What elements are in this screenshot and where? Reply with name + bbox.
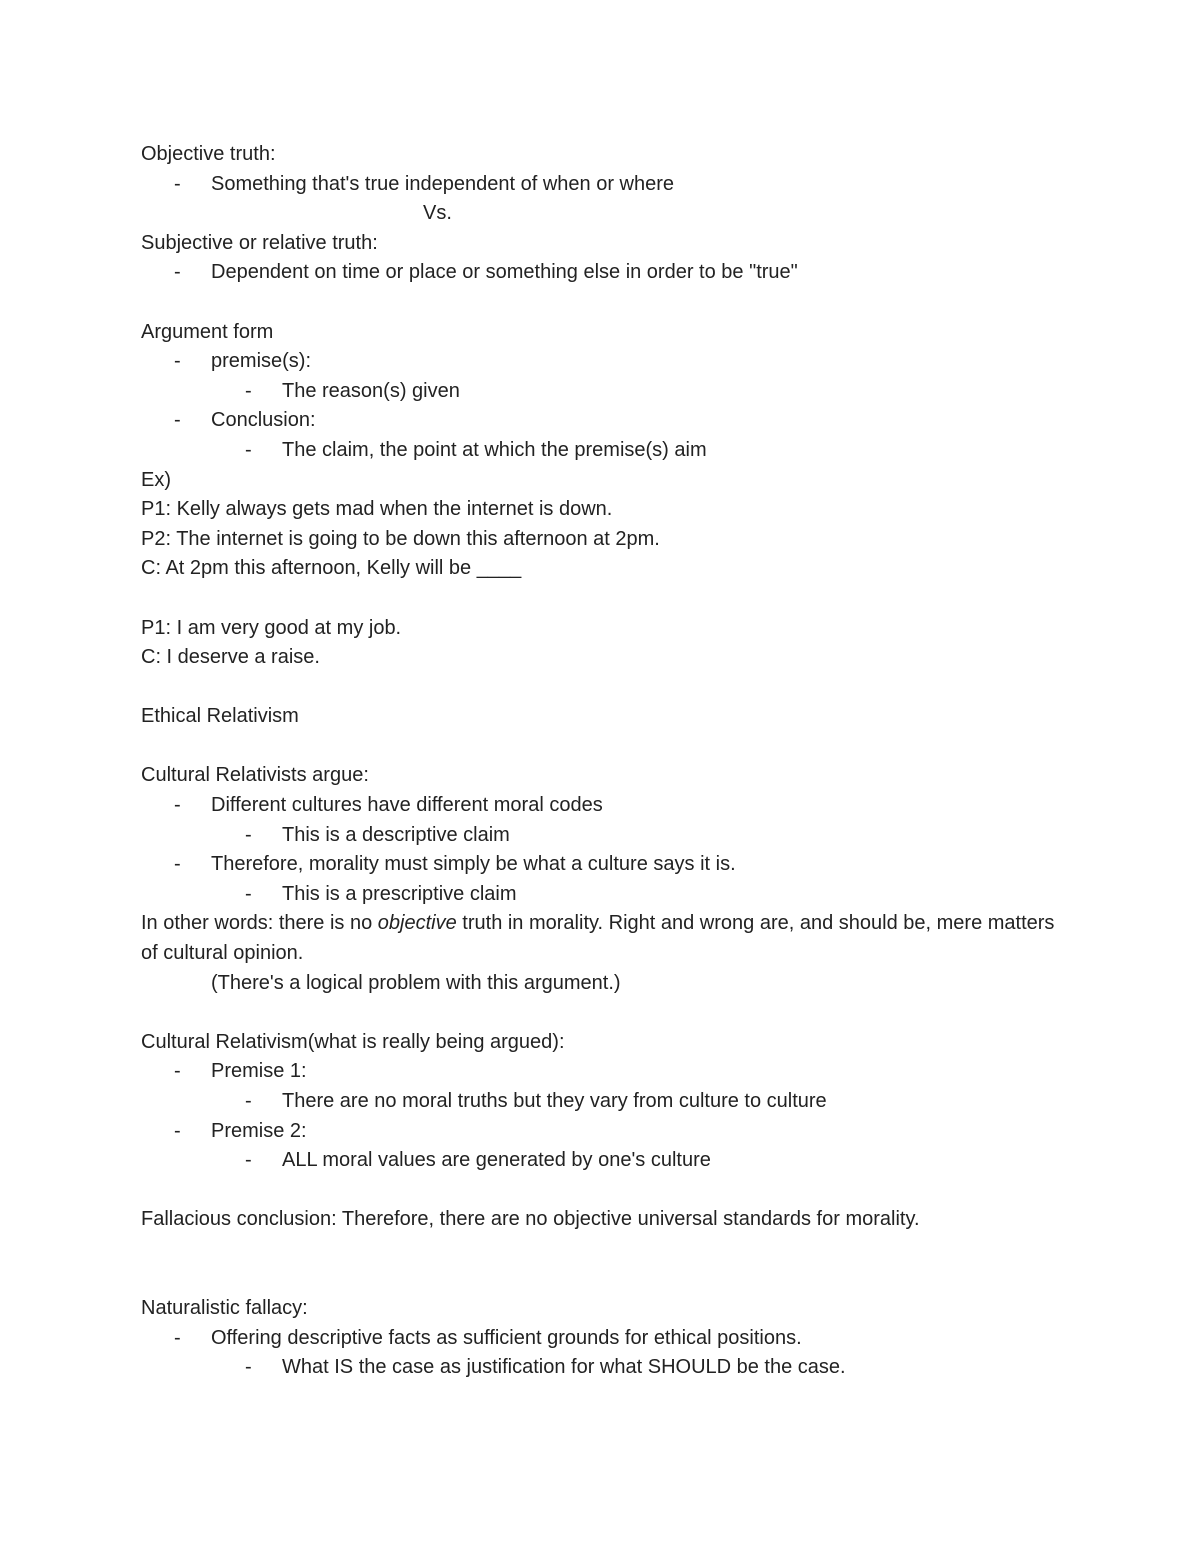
bullet-dash: - xyxy=(174,1060,181,1083)
descriptive-claim-note: This is a descriptive claim xyxy=(282,823,510,846)
bullet-dash: - xyxy=(245,1356,252,1379)
list-item xyxy=(141,1353,1061,1383)
bullet-dash: - xyxy=(245,882,252,905)
list-item xyxy=(141,821,1061,851)
list-item xyxy=(141,1324,1061,1354)
premise2-label: Premise 2: xyxy=(211,1119,307,1142)
example1-premise2: P2: The internet is going to be down this afternoon at 2pm. xyxy=(141,527,660,550)
list-item xyxy=(141,791,1061,821)
list-item xyxy=(141,1117,1061,1147)
bullet-dash: - xyxy=(174,853,181,876)
example2-conclusion: C: I deserve a raise. xyxy=(141,646,320,669)
logical-problem-note: (There's a logical problem with this argument.) xyxy=(211,971,621,994)
conclusion-label: Conclusion: xyxy=(211,409,316,432)
in-other-words-paragraph xyxy=(141,909,1061,968)
versus-label: Vs. xyxy=(423,202,452,225)
spacer xyxy=(141,732,1061,762)
in-other-words-rest: truth in morality. Right and wrong are, and should be, mere matters of cultural opinion. xyxy=(141,912,1055,965)
subjective-truth-heading: Subjective or relative truth: xyxy=(141,231,378,254)
list-item xyxy=(141,880,1061,910)
fallacious-conclusion: Fallacious conclusion: Therefore, there are no objective universal standards for morality. xyxy=(141,1208,920,1231)
premise2-text: ALL moral values are generated by one's culture xyxy=(282,1149,711,1172)
naturalistic-definition: Offering descriptive facts as sufficient grounds for ethical positions. xyxy=(211,1326,802,1349)
bullet-dash: - xyxy=(245,379,252,402)
cultural-claim-2: Therefore, morality must simply be what a culture says it is. xyxy=(211,853,736,876)
cultural-relativists-heading: Cultural Relativists argue: xyxy=(141,764,369,787)
bullet-dash: - xyxy=(174,794,181,817)
example-label: Ex) xyxy=(141,468,171,491)
list-item xyxy=(141,258,1061,288)
bullet-dash: - xyxy=(174,261,181,284)
spacer xyxy=(141,1176,1061,1206)
list-item xyxy=(141,850,1061,880)
bullet-dash: - xyxy=(174,1119,181,1142)
cultural-claim-1: Different cultures have different moral codes xyxy=(211,794,603,817)
conclusion-description: The claim, the point at which the premise(s) aim xyxy=(282,438,707,461)
prescriptive-claim-note: This is a prescriptive claim xyxy=(282,882,517,905)
spacer xyxy=(141,288,1061,318)
list-item xyxy=(141,347,1061,377)
list-item xyxy=(141,1146,1061,1176)
naturalistic-fallacy-heading: Naturalistic fallacy: xyxy=(141,1296,308,1319)
objective-truth-definition: Something that's true independent of when or where xyxy=(211,172,675,195)
premise-label: premise(s): xyxy=(211,350,312,373)
spacer xyxy=(141,998,1061,1028)
document-page xyxy=(141,140,1061,1383)
list-item xyxy=(141,377,1061,407)
naturalistic-explanation: What IS the case as justification for what SHOULD be the case. xyxy=(282,1356,846,1379)
bullet-dash: - xyxy=(245,1149,252,1172)
bullet-dash: - xyxy=(174,172,181,195)
premise1-text: There are no moral truths but they vary from culture to culture xyxy=(282,1090,827,1112)
example1-premise1: P1: Kelly always gets mad when the internet is down. xyxy=(141,498,613,521)
example2-premise1: P1: I am very good at my job. xyxy=(141,616,402,639)
list-item xyxy=(141,406,1061,436)
spacer xyxy=(141,584,1061,614)
premise1-label: Premise 1: xyxy=(211,1060,307,1083)
bullet-dash: - xyxy=(245,438,252,461)
in-other-words-lead: In other words: there is no xyxy=(141,912,378,935)
bullet-dash: - xyxy=(245,823,252,846)
premise-description: The reason(s) given xyxy=(282,379,460,402)
spacer xyxy=(141,673,1061,703)
objective-emphasis: objective xyxy=(377,912,457,935)
subjective-truth-definition: Dependent on time or place or something else in order to be "true" xyxy=(211,261,798,284)
list-item xyxy=(141,1057,1061,1087)
bullet-dash: - xyxy=(174,350,181,373)
example1-conclusion: C: At 2pm this afternoon, Kelly will be ____ xyxy=(141,557,522,580)
argument-form-heading: Argument form xyxy=(141,320,274,343)
objective-truth-heading: Objective truth: xyxy=(141,143,276,165)
list-item xyxy=(141,1087,1061,1117)
ethical-relativism-heading: Ethical Relativism xyxy=(141,705,299,728)
bullet-dash: - xyxy=(174,1326,181,1349)
bullet-dash: - xyxy=(245,1090,252,1112)
list-item xyxy=(141,170,1061,200)
cultural-relativism-heading: Cultural Relativism(what is really being argued): xyxy=(141,1030,565,1053)
spacer xyxy=(141,1235,1061,1294)
list-item xyxy=(141,436,1061,466)
bullet-dash: - xyxy=(174,409,181,432)
